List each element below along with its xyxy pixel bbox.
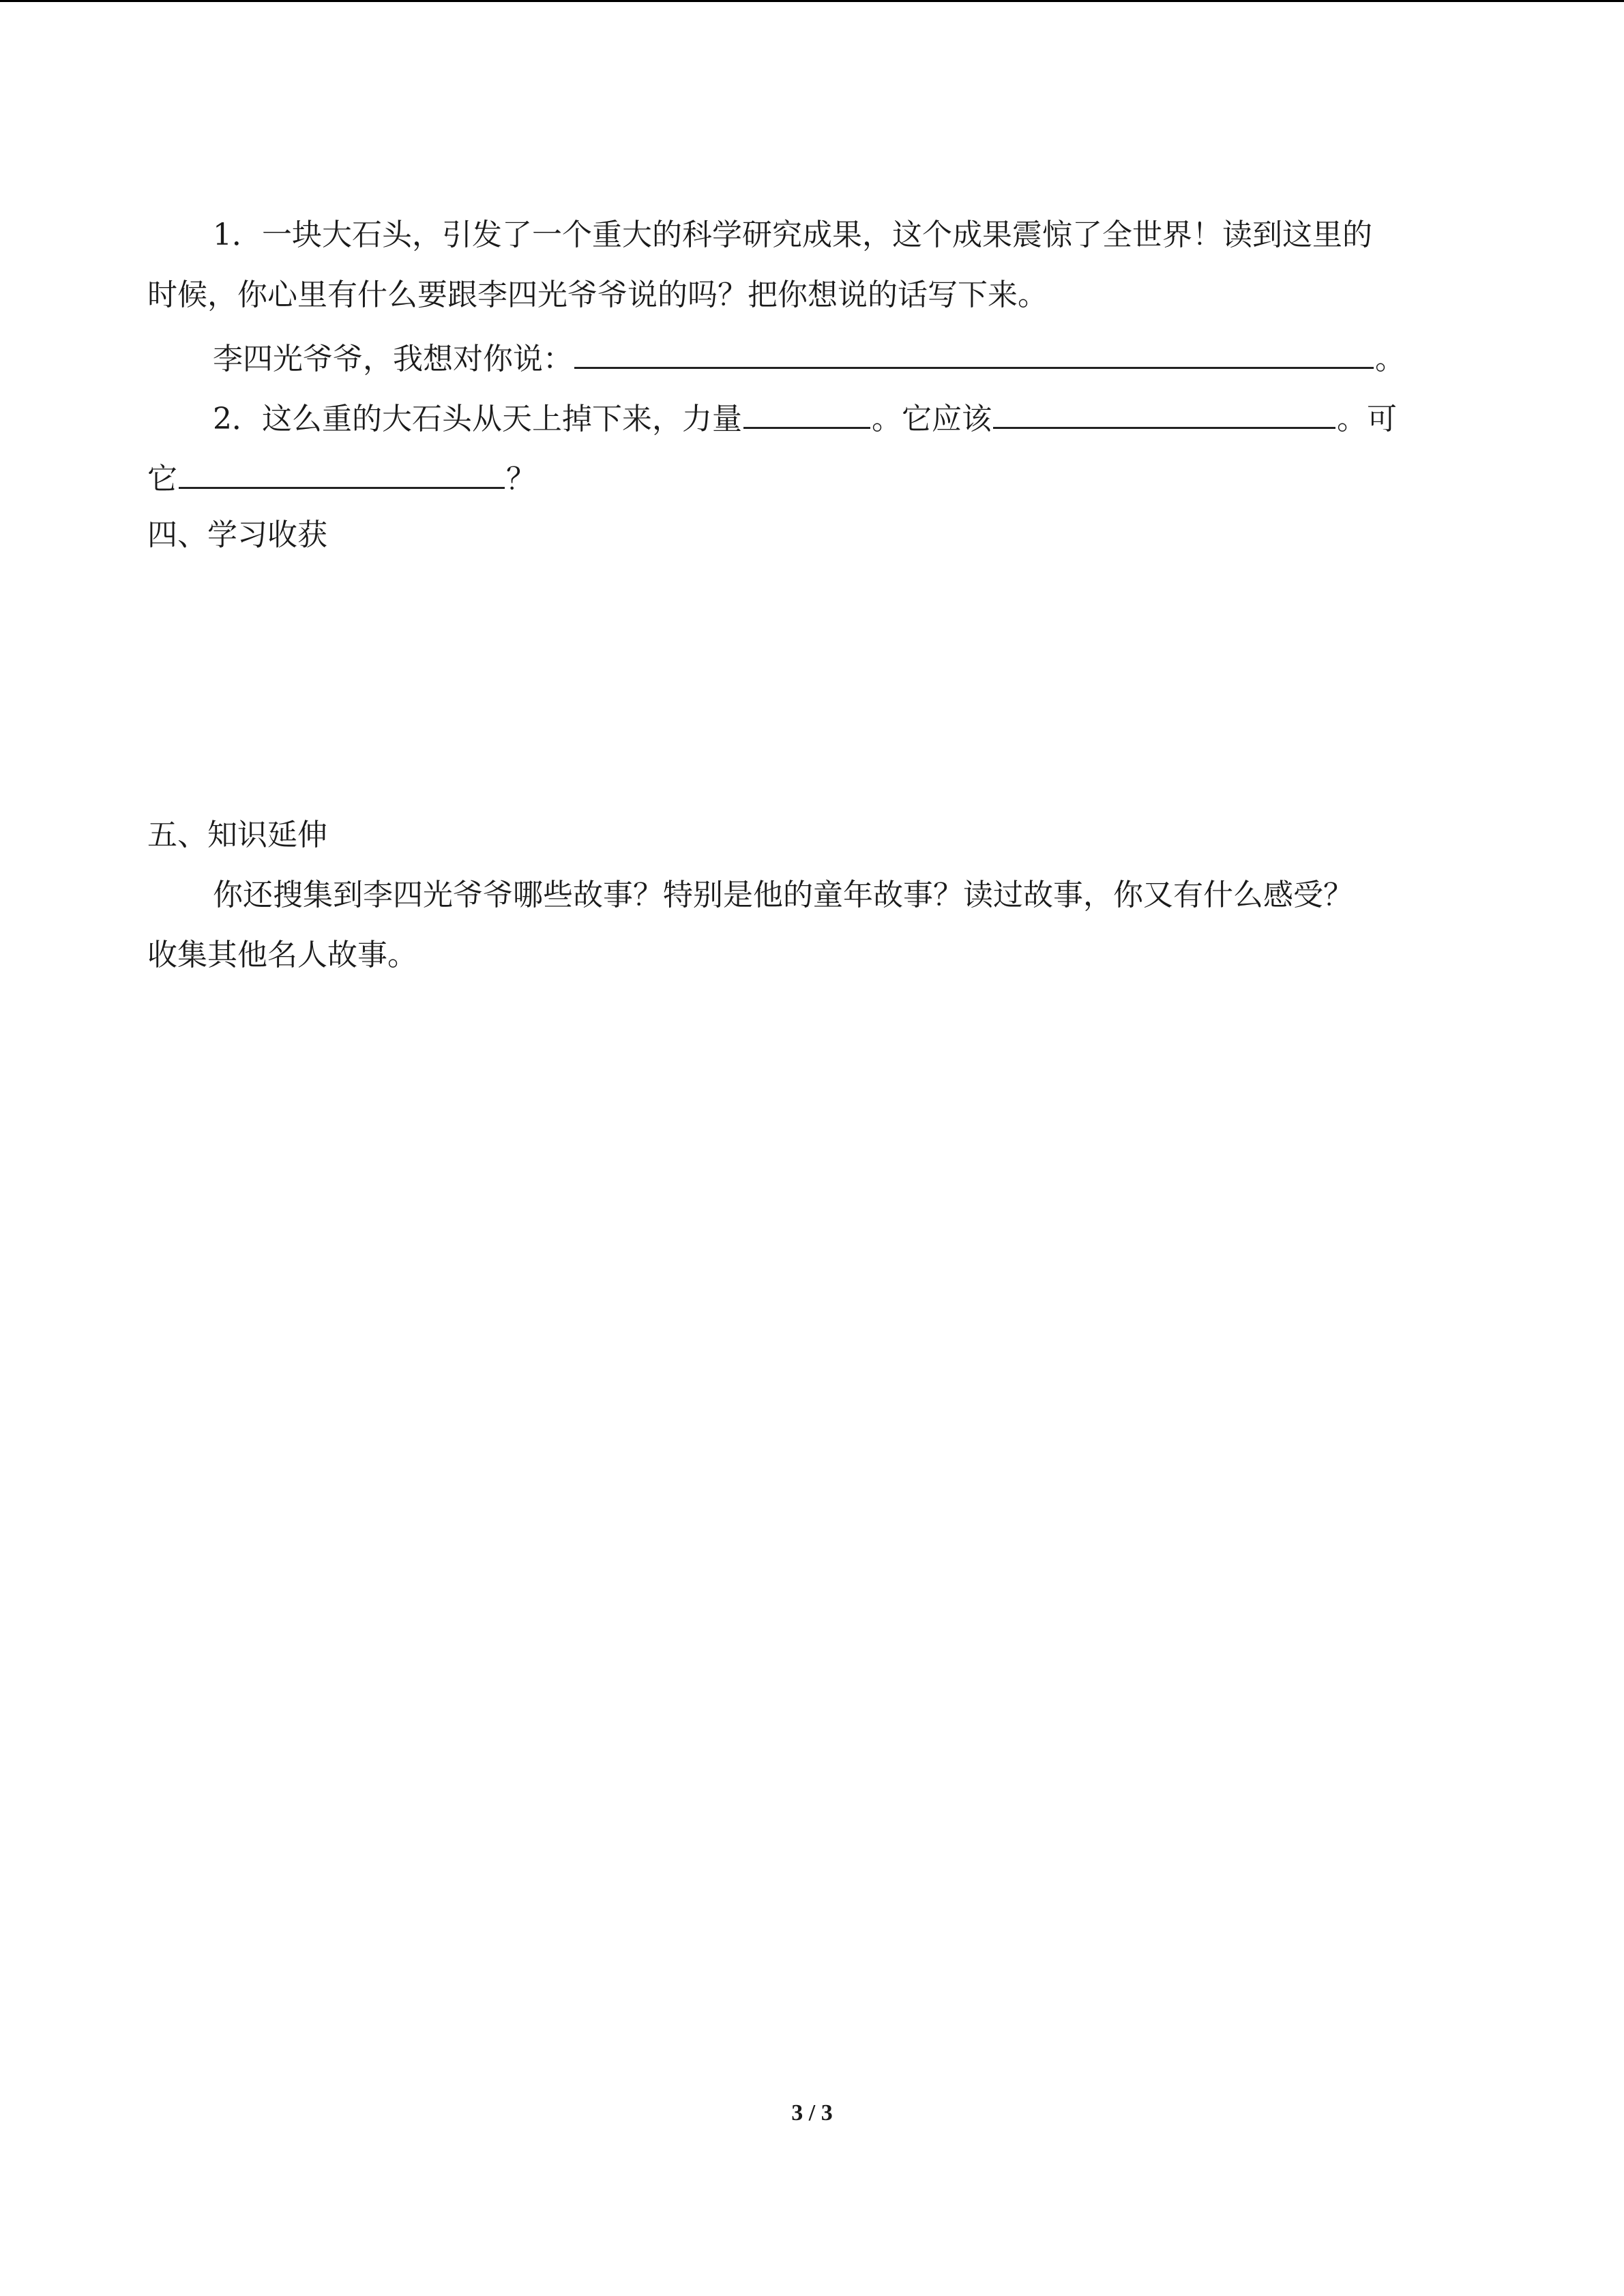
section-5-heading: 五、知识延伸 xyxy=(147,818,327,852)
page-top-border xyxy=(0,0,1624,2)
q2-text-1: 2．这么重的大石头从天上掉下来，力量 xyxy=(213,402,742,436)
q2-text-4: 它 xyxy=(147,462,177,496)
answer-blank-but[interactable] xyxy=(179,456,505,489)
answer-blank-force[interactable] xyxy=(743,396,870,429)
answer-blank-1[interactable] xyxy=(574,336,1374,369)
answer-suffix: 。 xyxy=(1375,342,1405,376)
section-5-line-2: 收集其他名人故事。 xyxy=(147,938,417,972)
question-1-line-2: 时候，你心里有什么要跟李四光爷爷说的吗？把你想说的话写下来。 xyxy=(147,278,1048,312)
question-2-line-1 xyxy=(213,396,1397,440)
question-1-line-1: 1．一块大石头，引发了一个重大的科学研究成果，这个成果震惊了全世界！读到这里的 xyxy=(213,218,1372,252)
q2-text-3: 。可 xyxy=(1337,402,1397,436)
section-4-heading: 四、学习收获 xyxy=(147,518,327,552)
q2-text-2: 。它应该 xyxy=(872,402,992,436)
answer-blank-should[interactable] xyxy=(993,396,1335,429)
q2-text-5: ？ xyxy=(506,462,536,496)
answer-prefix: 李四光爷爷，我想对你说： xyxy=(213,342,573,376)
question-2-line-2 xyxy=(147,456,536,500)
section-5-line-1: 你还搜集到李四光爷爷哪些故事？特别是他的童年故事？读过故事，你又有什么感受？ xyxy=(213,878,1353,912)
question-1-answer-row xyxy=(213,336,1405,380)
page-number: 3 / 3 xyxy=(791,2100,833,2126)
